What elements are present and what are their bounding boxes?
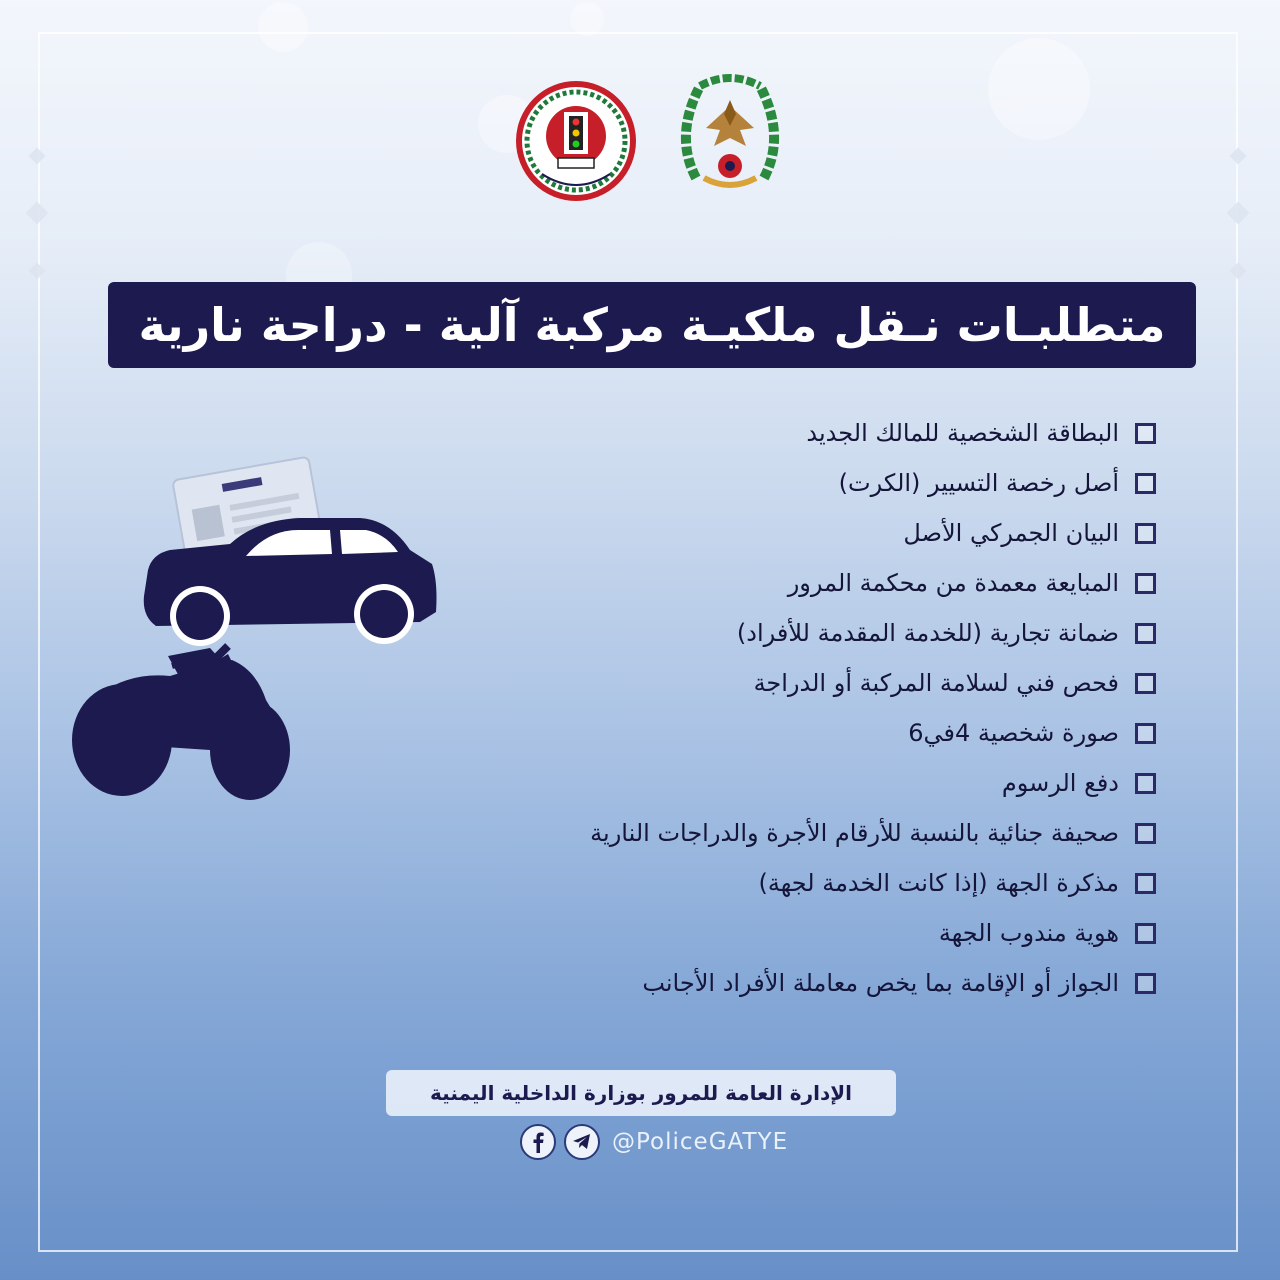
telegram-icon[interactable] — [564, 1124, 600, 1160]
requirement-text: البيان الجمركي الأصل — [903, 519, 1119, 547]
requirement-text: مذكرة الجهة (إذا كانت الخدمة لجهة) — [758, 869, 1119, 897]
checkbox-icon — [1135, 473, 1156, 494]
list-item — [436, 758, 1156, 808]
page-title: متطلبـات نـقل ملكيـة مركبة آلية - دراجة نارية — [108, 282, 1196, 368]
decor-bubble — [988, 38, 1090, 140]
requirement-text: صورة شخصية 4في6 — [908, 719, 1119, 747]
requirements-list — [436, 408, 1156, 1008]
list-item — [436, 858, 1156, 908]
decor-bubble — [258, 2, 308, 52]
list-item — [436, 708, 1156, 758]
requirement-text: ضمانة تجارية (للخدمة المقدمة للأفراد) — [736, 619, 1119, 647]
requirement-text: دفع الرسوم — [1001, 769, 1119, 797]
list-item — [436, 958, 1156, 1008]
requirement-text: هوية مندوب الجهة — [938, 919, 1119, 947]
list-item — [436, 408, 1156, 458]
checkbox-icon — [1135, 573, 1156, 594]
requirement-text: الجواز أو الإقامة بما يخص معاملة الأفراد الأجانب — [642, 969, 1119, 997]
checkbox-icon — [1135, 873, 1156, 894]
social-handle[interactable]: @PoliceGATYE — [612, 1129, 789, 1155]
organization-label: الإدارة العامة للمرور بوزارة الداخلية اليمنية — [386, 1070, 896, 1116]
traffic-police-emblem — [512, 78, 640, 204]
ministry-of-interior-emblem — [676, 66, 784, 206]
list-item — [436, 908, 1156, 958]
social-links — [520, 1124, 788, 1160]
checkbox-icon — [1135, 673, 1156, 694]
checkbox-icon — [1135, 773, 1156, 794]
requirement-text: صحيفة جنائية بالنسبة للأرقام الأجرة والدراجات النارية — [590, 819, 1119, 847]
list-item — [436, 808, 1156, 858]
requirement-text: أصل رخصة التسيير (الكرت) — [838, 469, 1119, 497]
checkbox-icon — [1135, 523, 1156, 544]
checkbox-icon — [1135, 823, 1156, 844]
requirement-text: البطاقة الشخصية للمالك الجديد — [806, 419, 1119, 447]
requirement-text: المبايعة معمدة من محكمة المرور — [787, 569, 1119, 597]
list-item — [436, 558, 1156, 608]
decor-bubble — [570, 2, 604, 36]
list-item — [436, 608, 1156, 658]
checkbox-icon — [1135, 623, 1156, 644]
checkbox-icon — [1135, 923, 1156, 944]
checkbox-icon — [1135, 423, 1156, 444]
motorcycle-icon — [72, 646, 290, 800]
list-item — [436, 458, 1156, 508]
facebook-icon[interactable] — [520, 1124, 556, 1160]
requirement-text: فحص فني لسلامة المركبة أو الدراجة — [753, 669, 1119, 697]
vehicle-illustration — [60, 450, 460, 814]
checkbox-icon — [1135, 723, 1156, 744]
list-item — [436, 658, 1156, 708]
checkbox-icon — [1135, 973, 1156, 994]
list-item — [436, 508, 1156, 558]
